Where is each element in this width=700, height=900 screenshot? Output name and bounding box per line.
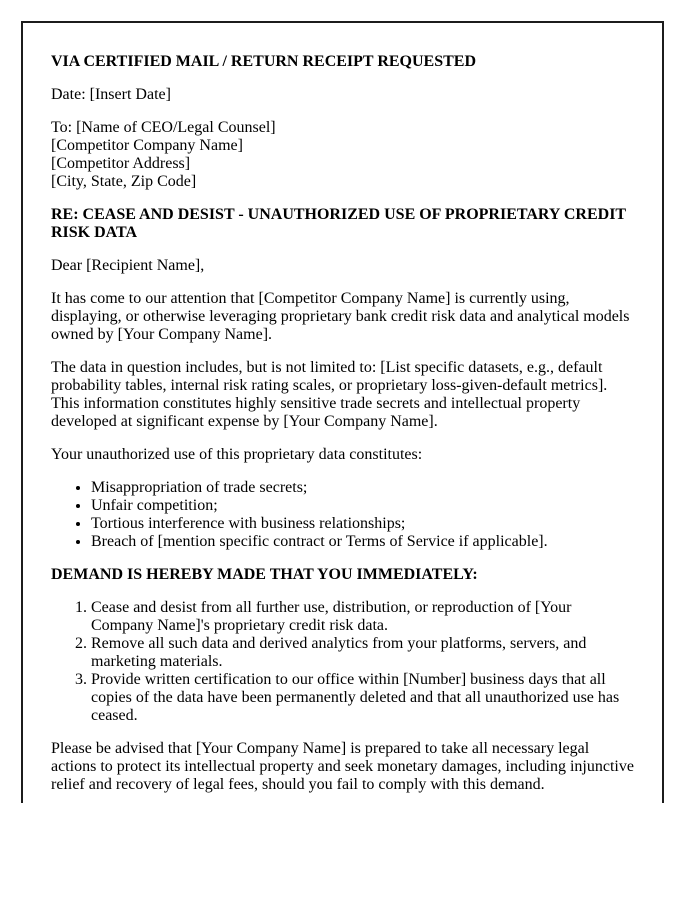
violations-list (51, 479, 634, 551)
paragraph-attention: It has come to our attention that [Competitor Company Name] is currently using, displaying, or otherwise leveraging proprietary bank credit risk data and analytical models owned by [Your Company Name]. (51, 290, 630, 343)
recipient-address-block (51, 119, 634, 191)
demand-heading: DEMAND IS HEREBY MADE THAT YOU IMMEDIATELY: (51, 566, 478, 583)
demand-item-certify: 3. Provide written certification to our office within [Number] business days that all copies of the data have been permanently deleted and that all unauthorized use has ceased. (91, 671, 634, 725)
paragraph-violations-intro: Your unauthorized use of this proprietary data constitutes: (51, 446, 423, 463)
delivery-method-line: VIA CERTIFIED MAIL / RETURN RECEIPT REQUESTED (51, 53, 477, 70)
violation-item-breach: • Breach of [mention specific contract or Terms of Service if applicable]. (91, 533, 634, 551)
violation-item-misappropriation: • Misappropriation of trade secrets; (91, 479, 634, 497)
date-line: Date: [Insert Date] (51, 86, 171, 103)
paragraph-data-description: The data in question includes, but is not limited to: [List specific datasets, e.g., default probability tables, internal risk rating scales, or proprietary loss-given-default metrics]. This information constitutes highly sensitive trade secrets and intellectual property developed at significant expense by [Your Company Name]. (51, 359, 608, 430)
address-line-company: [Competitor Company Name] (51, 137, 243, 154)
subject-line: RE: CEASE AND DESIST - UNAUTHORIZED USE OF PROPRIETARY CREDIT RISK DATA (51, 206, 626, 241)
closing-paragraph: Please be advised that [Your Company Name] is prepared to take all necessary legal actions to protect its intellectual property and seek monetary damages, including injunctive relief and recovery of legal fees, should you fail to comply with this demand. (51, 740, 634, 793)
violation-item-tortious-interference: • Tortious interference with business relationships; (91, 515, 634, 533)
cease-and-desist-letter (21, 21, 664, 803)
address-line-city-state-zip: [City, State, Zip Code] (51, 173, 197, 190)
address-line-recipient: To: [Name of CEO/Legal Counsel] (51, 119, 276, 136)
address-line-street: [Competitor Address] (51, 155, 191, 172)
violation-item-unfair-competition: • Unfair competition; (91, 497, 634, 515)
demand-item-cease: 1. Cease and desist from all further use, distribution, or reproduction of [Your Company Name]'s proprietary credit risk data. (91, 599, 634, 635)
salutation: Dear [Recipient Name], (51, 257, 205, 274)
demands-list (51, 599, 634, 725)
demand-item-remove: 2. Remove all such data and derived analytics from your platforms, servers, and marketing materials. (91, 635, 634, 671)
